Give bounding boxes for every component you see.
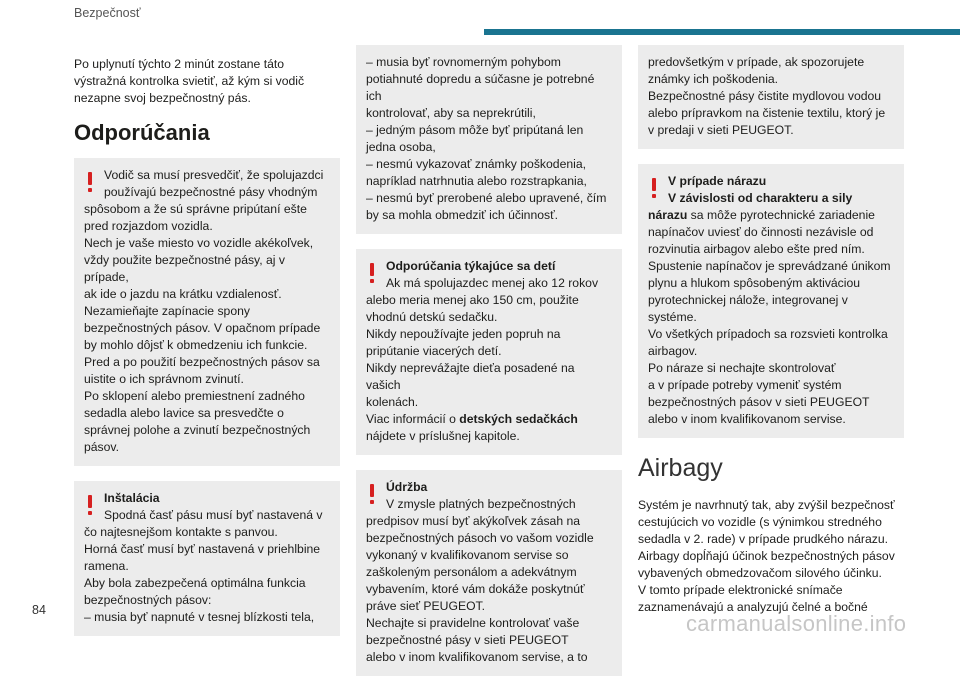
intro-paragraph [74, 56, 340, 107]
text-line: vhodnú detskú sedačku. [366, 310, 498, 324]
text-line: alebo v inom kvalifikovanom servise, a to [366, 650, 588, 664]
text-line: vybavených obmedzovačom silového účinku. [638, 566, 882, 580]
text-line: – nesmú byť prerobené alebo upravené, čím [366, 191, 607, 205]
text-line: bezpečnostných pásov v sieti PEUGEOT [648, 395, 870, 409]
text-line: – musia byť rovnomerným pohybom [366, 55, 561, 69]
text-line: pásov. [84, 440, 120, 454]
text-line: nájdete v príslušnej kapitole. [366, 429, 520, 443]
text-line: Nezamieňajte zapínacie spony [84, 304, 250, 318]
text-line: Ak má spolujazdec menej ako 12 rokov [386, 276, 599, 290]
text-line: cestujúcich vo vozidle (s výnimkou stredného [638, 515, 882, 529]
warning-box-installation [74, 481, 340, 636]
column-3 [638, 45, 904, 616]
text-line: Nikdy neprevážajte dieťa posadené na vašich [366, 361, 575, 392]
box-subtitle: V závislosti od charakteru a sily [668, 191, 853, 205]
watermark-text: carmanualsonline.info [686, 611, 907, 636]
warning-exclamation-icon [370, 484, 374, 498]
text-line: sedadla alebo lavice sa presvedčte o [84, 406, 284, 420]
text-line: bezpečnostných pásov. V opačnom prípade [84, 321, 321, 335]
text-line: by mohlo dôjsť k obmedzeniu ich funkcie. [84, 338, 308, 352]
text-line: vykonaný v kvalifikovanom servise so [366, 548, 569, 562]
box-title: Inštalácia [104, 491, 160, 505]
text-line: alebo meria menej ako 150 cm, použite [366, 293, 579, 307]
text-line: bezpečnostných pásoch vo vašom vozidle [366, 531, 594, 545]
text-line [366, 411, 612, 428]
text-line: Bezpečnostné pásy čistite mydlovou vodou [648, 89, 882, 103]
section-heading-airbags: Airbagy [638, 454, 723, 482]
text-line: alebo v inom kvalifikovanom servise. [648, 412, 846, 426]
text-line: airbagov. [648, 344, 698, 358]
text-line: ak ide o jazdu na krátku vzdialenosť. [84, 287, 282, 301]
warning-box-children [356, 249, 622, 455]
text-fragment: sa môže pyrotechnické zariadenie [687, 208, 875, 222]
text-line: uistite o ich správnom zvinutí. [84, 372, 244, 386]
text-line: v predaji v sieti PEUGEOT. [648, 123, 794, 137]
text-line: sedadla v 2. rade) v prípade prudkého nárazu. [638, 532, 889, 546]
text-line: Airbagy dopĺňajú účinok bezpečnostných pásov [638, 549, 895, 563]
text-line: zaznamenávajú a analyzujú čelné a bočné [638, 600, 868, 614]
text-line: rozvinutia airbagov alebo ešte pred ním. [648, 242, 865, 256]
text-line: predpisov musí byť akýkoľvek zásah na [366, 514, 581, 528]
text-fragment: Viac informácií o [366, 412, 460, 426]
section-heading-recommendations: Odporúčania [74, 120, 210, 145]
text-line: zaškoleným personálom a adekvátnym [366, 565, 577, 579]
text-line: Systém je navrhnutý tak, aby zvýšil bezpečnosť [638, 498, 895, 512]
text-line: Vo všetkých prípadoch sa rozsvieti kontrolka [648, 327, 888, 341]
text-line: napínačov uviesť do činnosti nezávisle od [648, 225, 874, 239]
warning-exclamation-icon [88, 495, 92, 509]
text-line: Spustenie napínačov je sprevádzané únikom [648, 259, 891, 273]
text-line: systéme. [648, 310, 697, 324]
text-line: Aby bola zabezpečená optimálna funkcia [84, 576, 306, 590]
text-line: alebo prípravkom na čistenie textilu, ktorý je [648, 106, 886, 120]
text-line: plynu a hlukom spôsobeným aktiváciou [648, 276, 861, 290]
text-line: Nikdy nepoužívajte jeden popruh na [366, 327, 561, 341]
text-line: by sa mohla obmedziť ich účinnosť. [366, 208, 559, 222]
text-line: bezpečnostné pásy v sieti PEUGEOT [366, 633, 569, 647]
bold-reference: detských sedačkách [459, 412, 578, 426]
text-line: Po náraze si nechajte skontrolovať [648, 361, 836, 375]
info-box-cleaning [638, 45, 904, 149]
text-line: práve sieť PEUGEOT. [366, 599, 486, 613]
warning-exclamation-icon [370, 263, 374, 277]
text-line: pred rozjazdom vozidla. [84, 219, 213, 233]
text-line: Nech je vaše miesto vo vozidle akékoľvek, [84, 236, 314, 250]
text-line: predovšetkým v prípade, ak spozorujete [648, 55, 865, 69]
text-line: nezapne svoj bezpečnostný pás. [74, 91, 251, 105]
text-line: Nechajte si pravidelne kontrolovať vaše [366, 616, 580, 630]
warning-exclamation-icon [88, 172, 92, 186]
text-line: používajú bezpečnostné pásy vhodným [104, 185, 318, 199]
text-line: Horná časť musí byť nastavená v priehlbine [84, 542, 321, 556]
text-line: – jedným pásom môže byť pripútaná len [366, 123, 584, 137]
text-line: pyrotechnickej nálože, integrovanej v [648, 293, 848, 307]
text-line: pripútanie viacerých detí. [366, 344, 502, 358]
text-line: ramena. [84, 559, 129, 573]
text-line: Pred a po použití bezpečnostných pásov sa [84, 355, 320, 369]
text-line: známky ich poškodenia. [648, 72, 779, 86]
warning-box-collision [638, 164, 904, 438]
text-line: Vodič sa musí presvedčiť, že spolujazdci [104, 168, 324, 182]
page-number: 84 [32, 603, 46, 617]
text-line: spôsobom a že sú správne pripútaní ešte [84, 202, 307, 216]
column-2 [356, 45, 622, 691]
text-line: Po sklopení alebo premiestnení zadného [84, 389, 305, 403]
box-title: Údržba [386, 480, 428, 494]
text-line [648, 207, 894, 224]
text-line: vybavením, ktoré vám dokáže poskytnúť [366, 582, 585, 596]
column-1 [74, 56, 340, 651]
header-title: Bezpečnosť [74, 6, 141, 20]
text-line: čo najtesnejšom kontakte s panvou. [84, 525, 278, 539]
text-line: kolenách. [366, 395, 419, 409]
text-line: Po uplynutí týchto 2 minút zostane táto [74, 57, 285, 71]
bold-text: nárazu [648, 208, 688, 222]
text-line: – nesmú vykazovať známky poškodenia, [366, 157, 586, 171]
text-line: výstražná kontrolka svietiť, až kým si vodič [74, 74, 305, 88]
box-title: V prípade nárazu [668, 174, 767, 188]
text-line: potiahnuté dopredu a súčasne je potrebné ich [366, 72, 595, 103]
warning-box-maintenance [356, 470, 622, 676]
airbags-paragraph [638, 497, 904, 616]
text-line: V zmysle platných bezpečnostných [386, 497, 576, 511]
text-line: kontrolovať, aby sa neprekrútili, [366, 106, 536, 120]
info-box-belt-conditions [356, 45, 622, 234]
text-line: jedna osoba, [366, 140, 436, 154]
warning-box-passengers [74, 158, 340, 466]
text-line: V tomto prípade elektronické snímače [638, 583, 843, 597]
text-line: správnej polohe a zvinutí bezpečnostných [84, 423, 311, 437]
text-line: bezpečnostných pásov: [84, 593, 212, 607]
text-line: vždy použite bezpečnostné pásy, aj v prípade, [84, 253, 285, 284]
warning-exclamation-icon [652, 178, 656, 192]
header-accent-bar [484, 29, 960, 35]
text-line: Spodná časť pásu musí byť nastavená v [104, 508, 323, 522]
text-line: napríklad natrhnutia alebo rozstrapkania, [366, 174, 587, 188]
text-line: a v prípade potreby vymeniť systém [648, 378, 842, 392]
text-line: – musia byť napnuté v tesnej blízkosti tela, [84, 610, 315, 624]
box-title: Odporúčania týkajúce sa detí [386, 259, 556, 273]
